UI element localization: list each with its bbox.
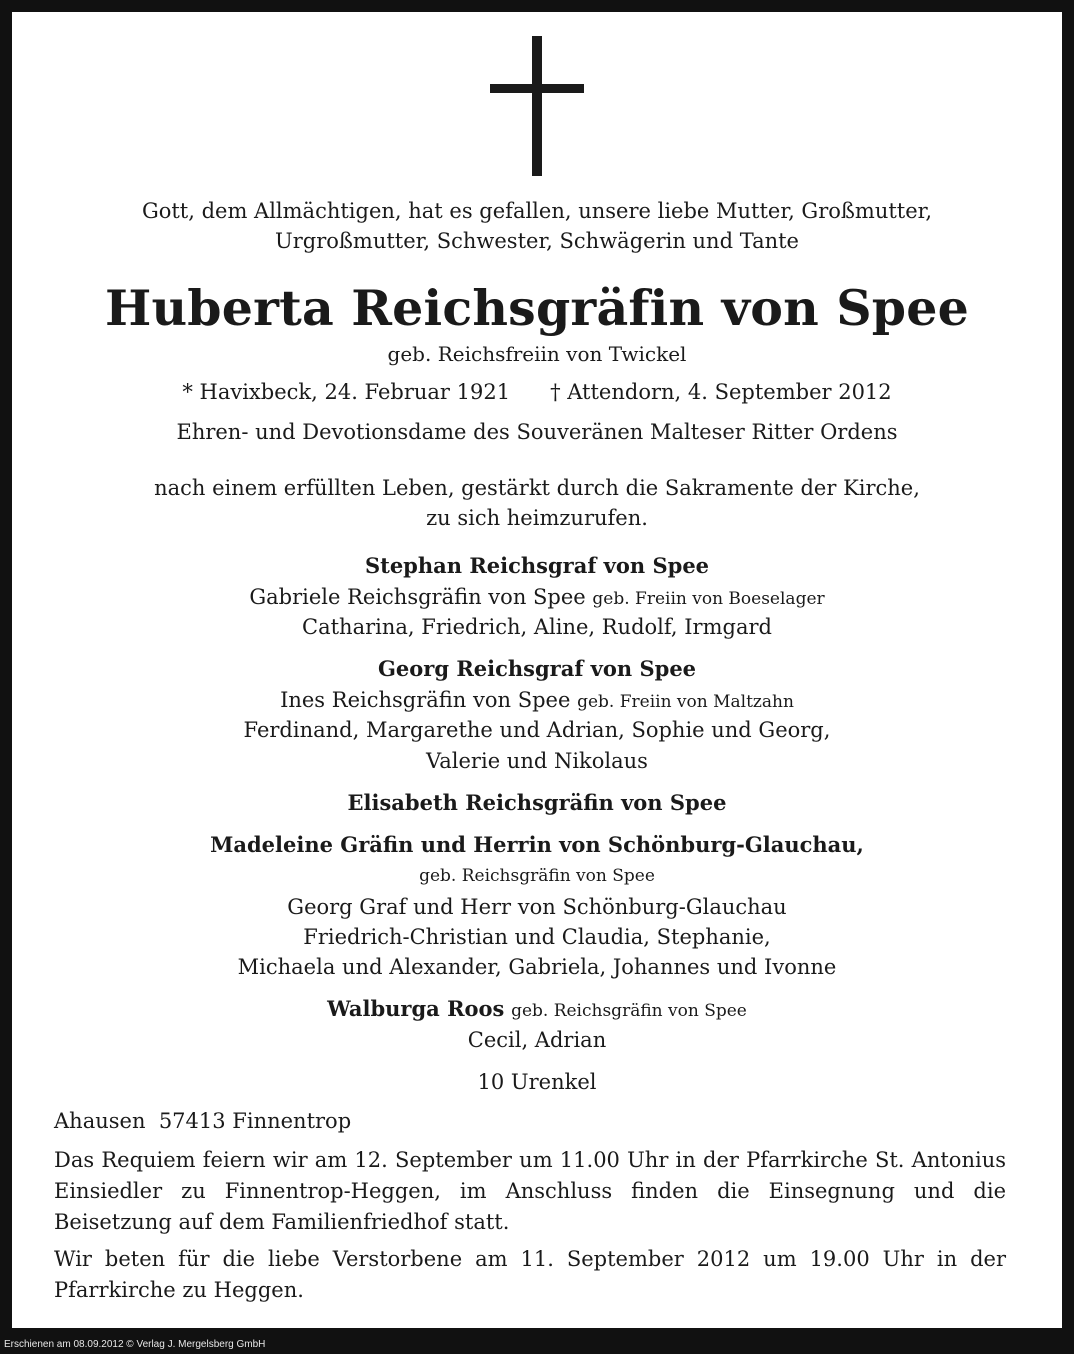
great-grandchildren: 10 Urenkel [477,1070,597,1094]
life-dates [12,377,1062,407]
requiem-text: Das Requiem feiern wir am 12. September um 11.00 Uhr in der Pfarrkirche St. Antonius Einsiedler zu Finnentrop-Heggen, im Anschluss finden die Einsegnung und die Beisetzung auf dem Familienfriedhof statt. [54,1148,1006,1234]
honorary-title: Ehren- und Devotionsdame des Souveränen Malteser Ritter Ordens [176,420,898,444]
family-walburga-children: Cecil, Adrian [467,1028,607,1052]
family-madeleine-children-2: Michaela und Alexander, Gabriela, Johannes und Ivonne [237,955,837,979]
family-georg-head: Georg Reichsgraf von Spee [377,656,697,681]
family-georg-children-1: Ferdinand, Margarethe und Adrian, Sophie und Georg, [243,718,831,742]
spouse-name: Ines Reichsgräfin von Spee [280,688,571,712]
publication-footer: Erschienen am 08.09.2012 © Verlag J. Mergelsberg GmbH [4,1339,266,1350]
death-date: † Attendorn, 4. September 2012 [550,380,892,404]
family-madeleine-birth: geb. Reichsgräfin von Spee [419,866,655,886]
deceased-name: Huberta Reichsgräfin von Spee [104,279,970,337]
family-madeleine-children-1: Friedrich-Christian und Claudia, Stephanie, [303,925,771,949]
family-walburga-head: Walburga Roos [327,996,505,1021]
family-walburga [12,994,1062,1026]
spouse-birth-name: geb. Freiin von Boeselager [592,589,825,609]
birth-name: geb. Reichsfreiin von Twickel [387,342,687,366]
birth-date: * Havixbeck, 24. Februar 1921 [182,380,511,404]
called-home-line-1: nach einem erfüllten Leben, gestärkt durch die Sakramente der Kirche, [154,476,920,500]
address: Ahausen 57413 Finnentrop [54,1109,352,1133]
intro-line-2: Urgroßmutter, Schwester, Schwägerin und Tante [275,229,799,253]
family-madeleine-spouse: Georg Graf und Herr von Schönburg-Glauchau [287,895,787,919]
family-walburga-birth: geb. Reichsgräfin von Spee [511,1001,747,1021]
spouse-name: Gabriele Reichsgräfin von Spee [249,585,586,609]
cross-icon [490,36,584,176]
prayer-text: Wir beten für die liebe Verstorbene am 11. September 2012 um 19.00 Uhr in der Pfarrkirche zu Heggen. [54,1247,1006,1302]
obituary-notice [12,12,1062,1328]
family-georg-spouse [12,685,1062,717]
family-stephan-head: Stephan Reichsgraf von Spee [364,553,710,578]
intro-line-1: Gott, dem Allmächtigen, hat es gefallen, unsere liebe Mutter, Großmutter, [141,199,933,223]
spouse-birth-name: geb. Freiin von Maltzahn [577,692,794,712]
family-elisabeth-head: Elisabeth Reichsgräfin von Spee [347,790,727,815]
called-home-line-2: zu sich heimzurufen. [426,506,648,530]
family-stephan-spouse [12,582,1062,614]
family-madeleine-head: Madeleine Gräfin und Herrin von Schönburg-Glauchau, [210,832,864,857]
family-georg-children-2: Valerie und Nikolaus [426,749,648,773]
family-stephan-children: Catharina, Friedrich, Aline, Rudolf, Irmgard [302,615,772,639]
